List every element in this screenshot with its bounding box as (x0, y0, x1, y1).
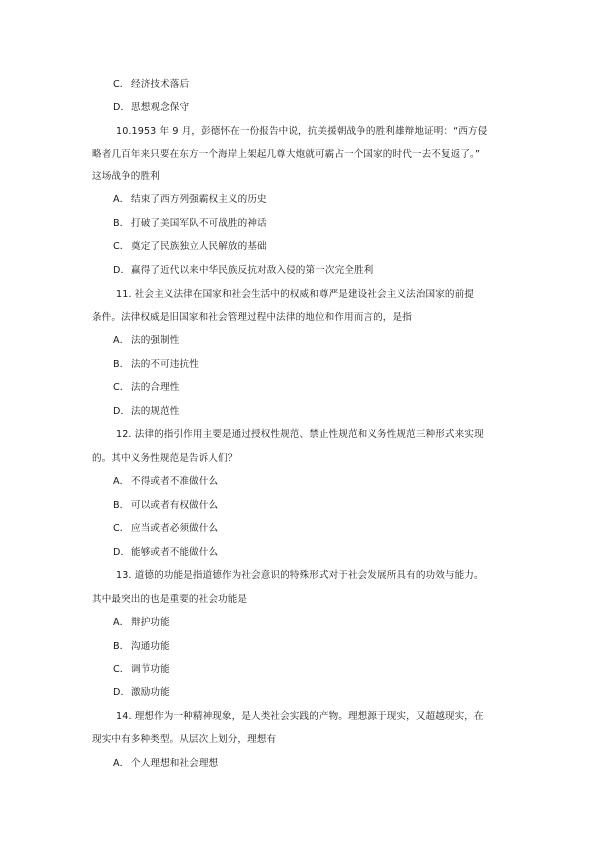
question-stem: 13. 道德的功能是指道德作为社会意识的特殊形式对于社会发展所具有的功效与能力。 (116, 570, 484, 581)
option-key: A． (113, 758, 130, 769)
option-key: C． (113, 382, 130, 393)
option-text: 能够或者不能做什么 (131, 547, 219, 558)
option-text: 激励功能 (131, 687, 170, 698)
answer-option (113, 686, 170, 700)
option-key: C． (113, 664, 130, 675)
option-key: D． (113, 547, 131, 558)
option-key: B． (113, 641, 130, 652)
answer-option (113, 522, 218, 536)
option-text: 可以或者有权做什么 (131, 500, 219, 511)
option-text: 结束了西方列强霸权主义的历史 (131, 194, 267, 205)
answer-option (113, 217, 267, 231)
answer-option (113, 475, 218, 489)
option-text: 法的强制性 (131, 335, 180, 346)
question-stem-continuation: 这场战争的胜利 (92, 171, 160, 182)
option-text: 法的合理性 (131, 382, 180, 393)
option-text: 法的不可违抗性 (131, 359, 199, 370)
option-key: D． (113, 102, 131, 113)
option-key: A． (113, 617, 130, 628)
answer-option (113, 405, 179, 419)
option-text: 沟通功能 (131, 641, 170, 652)
option-key: B． (113, 500, 130, 511)
question-stem: 12. 法律的指引作用主要是通过授权性规范、禁止性规范和义务性规范三种形式来实现 (116, 429, 484, 440)
option-text: 经济技术落后 (131, 79, 190, 90)
option-text: 个人理想和社会理想 (131, 758, 219, 769)
answer-option (113, 193, 267, 207)
answer-option (113, 616, 170, 630)
option-text: 不得或者不准做什么 (131, 476, 219, 487)
question-stem: 11. 社会主义法律在国家和社会生活中的权威和尊严是建设社会主义法治国家的前提 (116, 289, 474, 300)
answer-option (113, 546, 218, 560)
option-text: 打破了美国军队不可战胜的神话 (131, 218, 267, 229)
question-stem-continuation: 现实中有多种类型。从层次上划分，理想有 (92, 734, 277, 745)
option-key: A． (113, 194, 130, 205)
question-stem-continuation: 条件。法律权威是旧国家和社会管理过程中法律的地位和作用而言的，是指 (92, 312, 412, 323)
question-stem-continuation: 略者几百年来只要在东方一个海岸上架起几尊大炮就可霸占一个国家的时代一去不复返了。” (92, 149, 481, 160)
question-stem-continuation: 其中最突出的也是重要的社会功能是 (92, 594, 248, 605)
option-text: 思想观念保守 (131, 102, 190, 113)
answer-option (113, 334, 179, 348)
question-stem: 10.1953 年 9 月，彭德怀在一份报告中说，抗美援朝战争的胜利雄辩地证明：“西方侵 (116, 126, 488, 137)
question-stem-continuation: 的。其中义务性规范是告诉人们？ (92, 453, 238, 464)
option-key: C． (113, 523, 130, 534)
option-key: D． (113, 406, 131, 417)
option-text: 辩护功能 (131, 617, 170, 628)
question-stem: 14. 理想作为一种精神现象，是人类社会实践的产物。理想源于现实，又超越现实，在 (116, 711, 484, 722)
answer-option (113, 358, 199, 372)
option-key: C． (113, 241, 130, 252)
answer-option (113, 240, 267, 254)
option-text: 法的规范性 (131, 406, 180, 417)
option-text: 调节功能 (131, 664, 170, 675)
option-text: 应当或者必须做什么 (131, 523, 219, 534)
option-key: B． (113, 218, 130, 229)
option-key: A． (113, 335, 130, 346)
option-text: 赢得了近代以来中华民族反抗对敌入侵的第一次完全胜利 (131, 265, 374, 276)
option-text: 奠定了民族独立人民解放的基础 (131, 241, 267, 252)
answer-option (113, 757, 218, 771)
answer-option (113, 381, 179, 395)
answer-option (113, 101, 189, 115)
answer-option (113, 640, 170, 654)
option-key: A． (113, 476, 130, 487)
option-key: D． (113, 687, 131, 698)
answer-option (113, 78, 189, 92)
answer-option (113, 264, 373, 278)
option-key: C． (113, 79, 130, 90)
option-key: B． (113, 359, 130, 370)
option-key: D． (113, 265, 131, 276)
answer-option (113, 499, 218, 513)
answer-option (113, 663, 170, 677)
